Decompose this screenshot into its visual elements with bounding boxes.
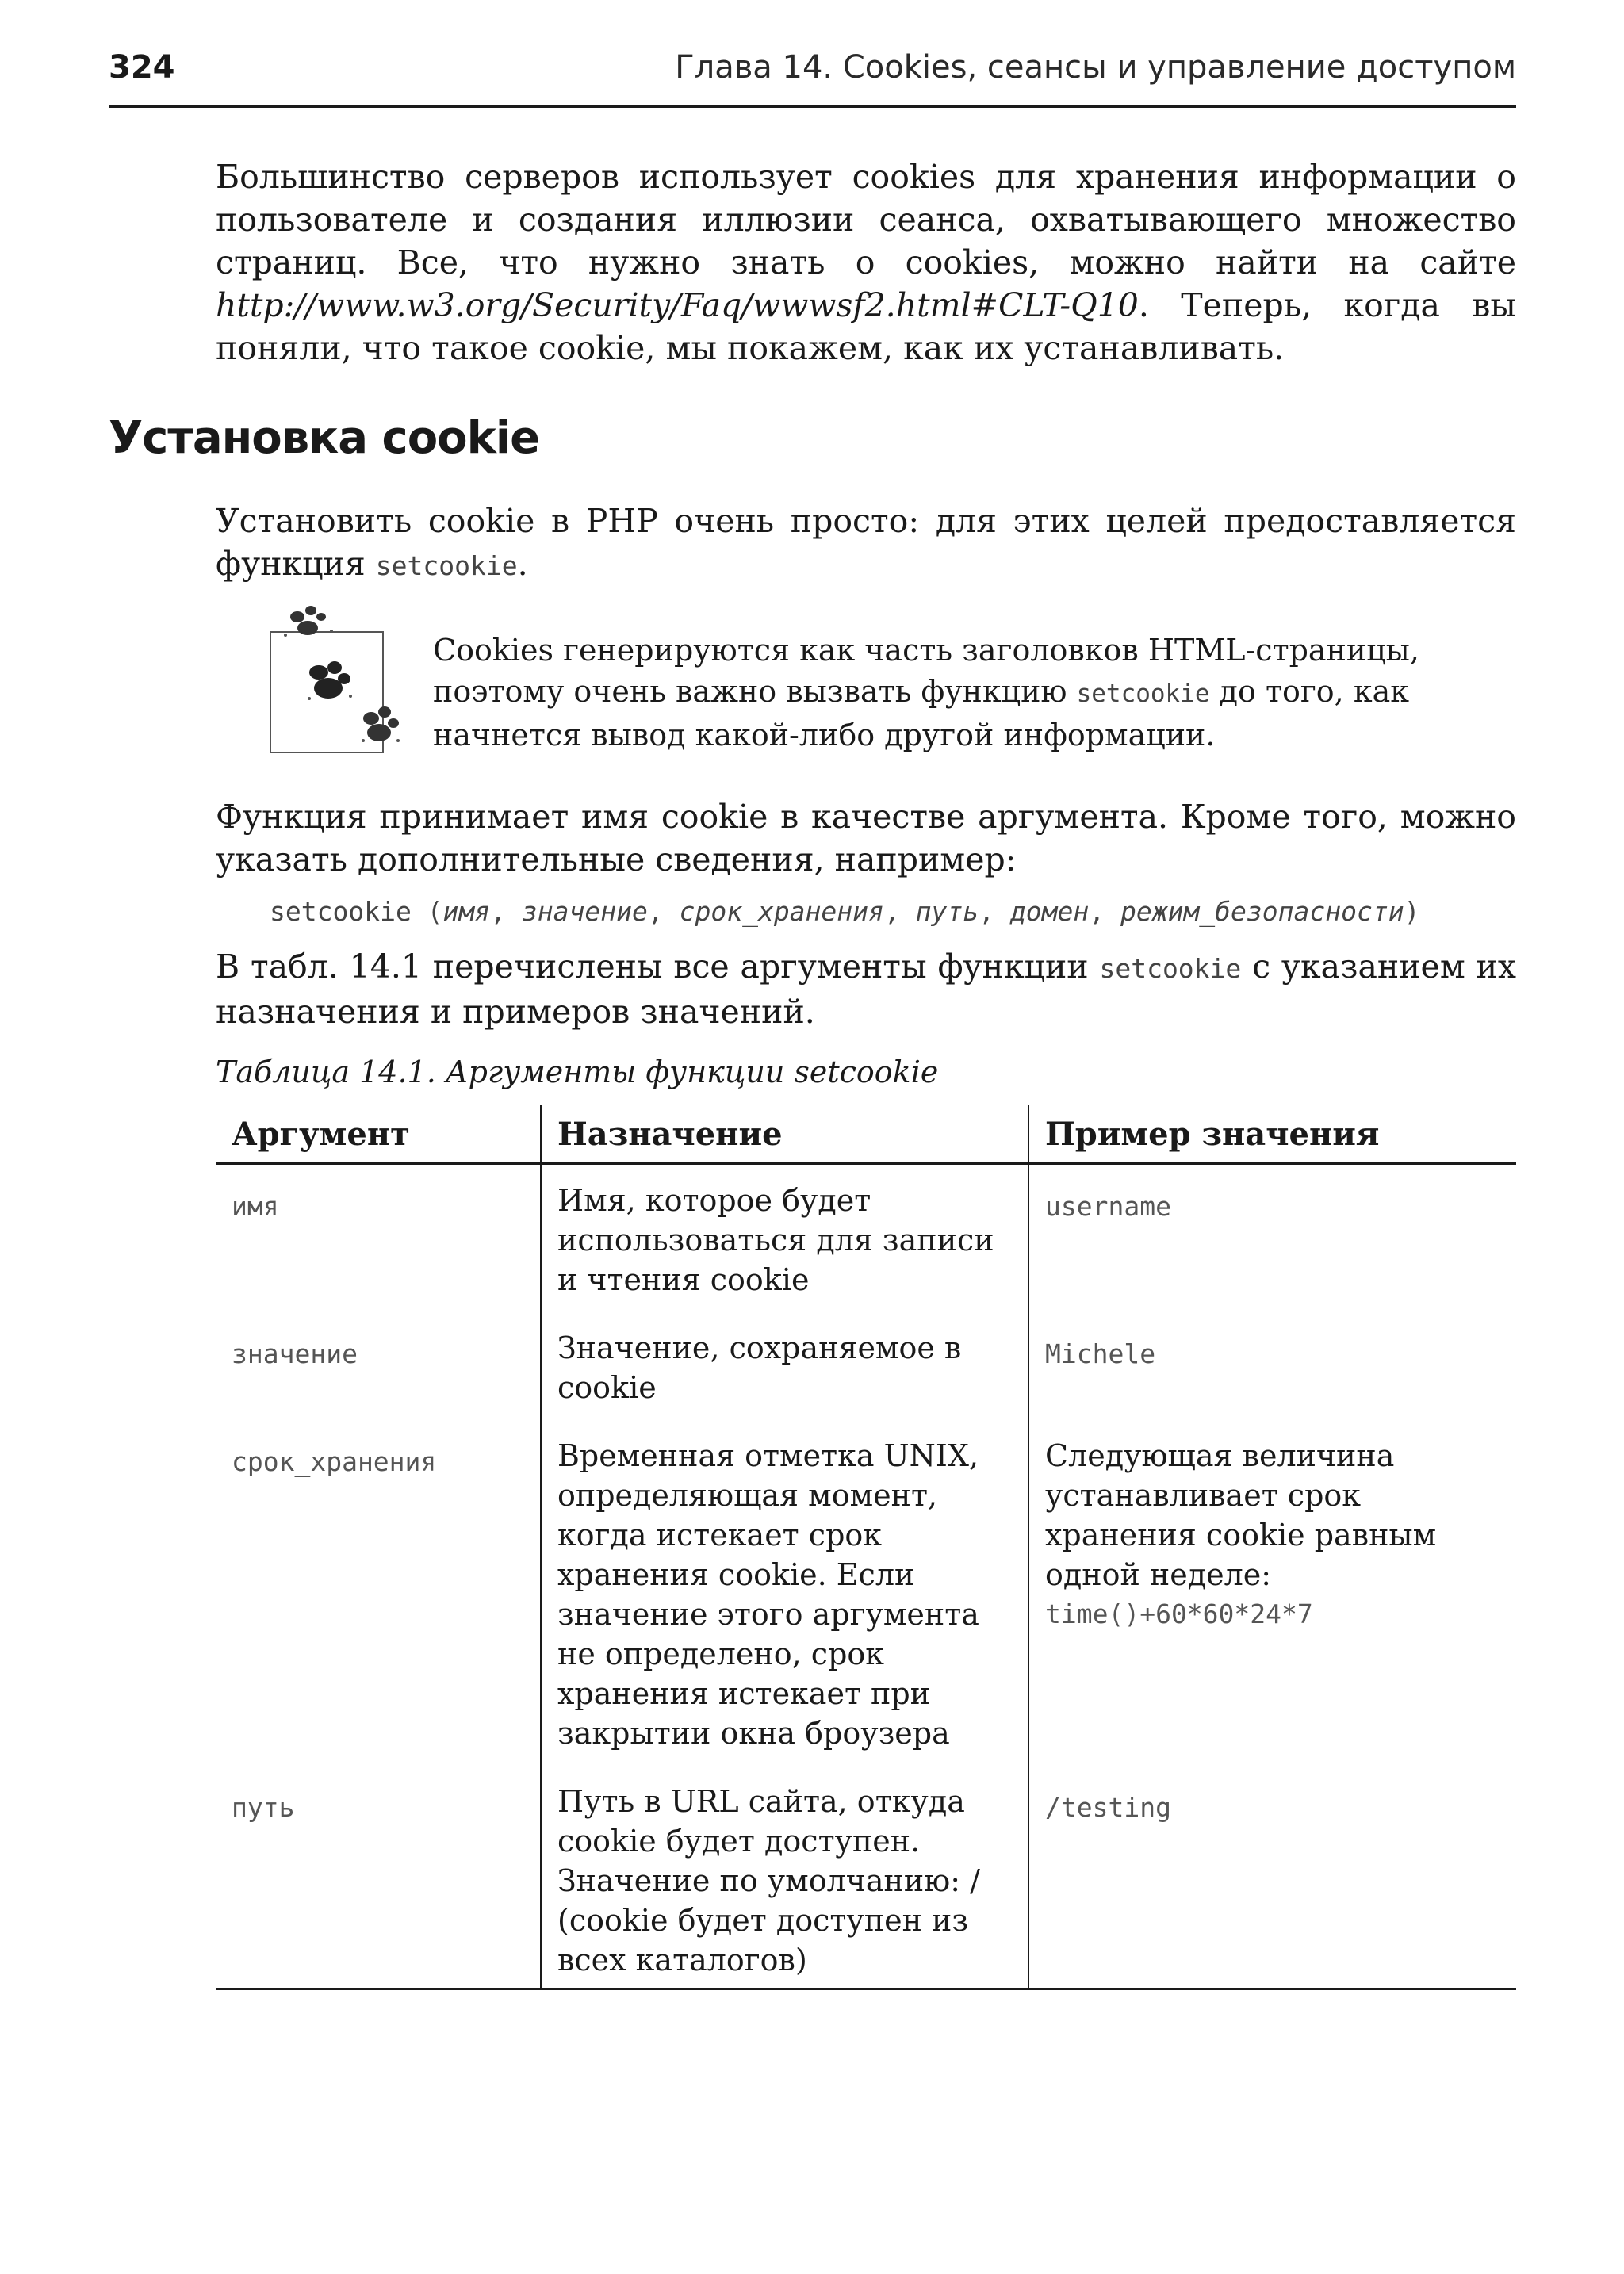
signature-separator: , bbox=[979, 896, 1010, 927]
arguments-paragraph: Функция принимает имя cookie в качестве аргумента. Кроме того, можно указать дополнительные сведения, например: bbox=[216, 798, 1516, 879]
column-header-example: Пример значения bbox=[1028, 1105, 1516, 1164]
signature-param: путь bbox=[915, 896, 979, 927]
intro-paragraph bbox=[216, 155, 1516, 369]
setcookie-intro-end: . bbox=[517, 545, 528, 583]
header-rule bbox=[109, 105, 1516, 108]
signature-func: setcookie ( bbox=[270, 896, 443, 927]
intro-text: Большинство серверов использует cookies для хранения информации о пользователе и создания иллюзии сеанса, охватывающего множество страниц. Все, что нужно знать о cookies, можно найти на сайте bbox=[216, 158, 1516, 281]
cell-example: Michele bbox=[1028, 1312, 1516, 1420]
cell-example: username bbox=[1028, 1164, 1516, 1313]
signature-separator: , bbox=[883, 896, 916, 927]
cell-example bbox=[1028, 1420, 1516, 1766]
signature-separator: , bbox=[1089, 896, 1120, 927]
table-row bbox=[216, 1312, 1516, 1420]
setcookie-code: setcookie bbox=[375, 550, 518, 581]
table-row bbox=[216, 1420, 1516, 1766]
intro-text-end: . Теперь, когда вы поняли, что такое cookie, мы покажем, как их устанавливать. bbox=[216, 286, 1516, 367]
page-number: 324 bbox=[109, 49, 175, 86]
chapter-title: Глава 14. Cookies, сеансы и управление доступом bbox=[675, 49, 1516, 86]
table-ref-text: В табл. 14.1 перечислены все аргументы функции bbox=[216, 948, 1100, 986]
table-caption: Таблица 14.1. Аргументы функции setcookie bbox=[216, 1055, 939, 1089]
cell-argument: имя bbox=[232, 1191, 279, 1222]
note-text bbox=[433, 630, 1519, 756]
cell-purpose: Значение, сохраняемое в cookie bbox=[541, 1312, 1028, 1420]
signature-param: срок_хранения bbox=[679, 896, 884, 927]
table-ref-text-end: с указанием их назначения и примеров значений. bbox=[216, 948, 1516, 1031]
cell-purpose: Временная отметка UNIX, определяющая момент, когда истекает срок хранения cookie. Если значение этого аргумента не определено, срок хранения истекает при закрытии окна броузера bbox=[541, 1420, 1028, 1766]
function-signature bbox=[270, 896, 1419, 927]
column-header-purpose: Назначение bbox=[541, 1105, 1028, 1164]
running-header bbox=[109, 41, 1516, 108]
signature-param: домен bbox=[1009, 896, 1090, 927]
table-ref-setcookie-code: setcookie bbox=[1099, 953, 1242, 984]
example-code: time()+60*60*24*7 bbox=[1045, 1598, 1313, 1629]
cell-purpose: Путь в URL сайта, откуда cookie будет доступен. Значение по умолчанию: / (cookie будет доступен из всех каталогов) bbox=[541, 1766, 1028, 1989]
note-text-start: Cookies генерируются как часть заголовков HTML-страницы, поэтому очень важно вызвать функцию bbox=[433, 633, 1419, 709]
table-row bbox=[216, 1766, 1516, 1989]
note-text-end: до того, как начнется вывод какой-либо другой информации. bbox=[433, 674, 1409, 752]
table-header-row bbox=[216, 1105, 1516, 1164]
cell-argument: срок_хранения bbox=[232, 1446, 437, 1477]
paw-prints-icon bbox=[262, 599, 420, 758]
signature-param: имя bbox=[442, 896, 491, 927]
signature-separator: , bbox=[490, 896, 522, 927]
signature-param: режим_безопасности bbox=[1120, 896, 1404, 927]
note-setcookie-code: setcookie bbox=[1076, 680, 1210, 708]
setcookie-intro-text: Установить cookie в PHP очень просто: для этих целей предоставляется функция bbox=[216, 502, 1516, 583]
signature-close: ) bbox=[1404, 896, 1420, 927]
section-heading: Установка cookie bbox=[109, 412, 540, 464]
signature-separator: , bbox=[647, 896, 680, 927]
cell-argument: значение bbox=[232, 1338, 358, 1369]
example-text: Следующая величина устанавливает срок хранения cookie равным одной неделе: bbox=[1045, 1438, 1437, 1592]
column-header-argument: Аргумент bbox=[216, 1105, 541, 1164]
setcookie-intro-paragraph bbox=[216, 500, 1516, 588]
w3-url-link[interactable]: http://www.w3.org/Security/Faq/wwwsf2.html#CLT-Q10 bbox=[216, 286, 1139, 324]
table-reference-paragraph bbox=[216, 945, 1516, 1033]
cell-purpose: Имя, которое будет использоваться для записи и чтения cookie bbox=[541, 1164, 1028, 1313]
signature-param: значение bbox=[521, 896, 648, 927]
cell-example: /testing bbox=[1028, 1766, 1516, 1989]
arguments-table bbox=[216, 1105, 1516, 1990]
table-row bbox=[216, 1164, 1516, 1313]
note-callout bbox=[262, 599, 1522, 758]
cell-argument: путь bbox=[216, 1766, 541, 1989]
